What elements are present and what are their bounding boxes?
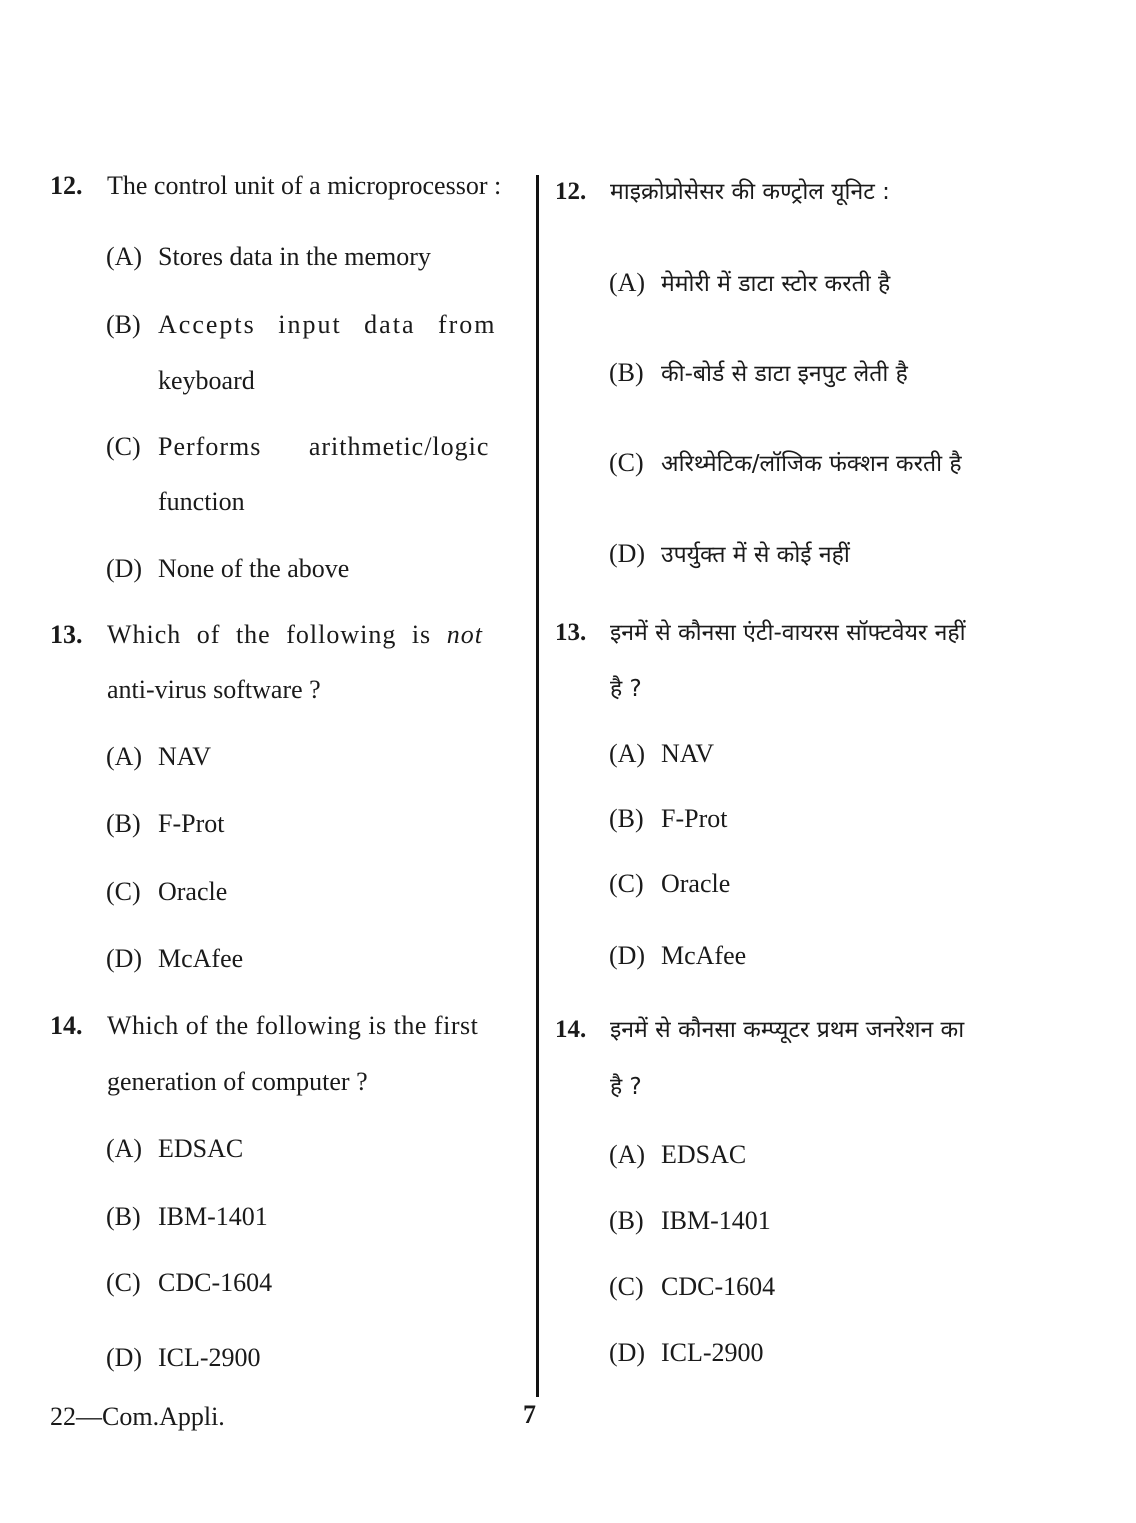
option-label: (A): [609, 1140, 646, 1169]
option-a: [609, 266, 890, 298]
option-c: [106, 877, 227, 907]
option-text: McAfee: [661, 941, 747, 970]
question-text: इनमें से कौनसा एंटी-वायरस सॉफ्टवेयर नहीं: [610, 620, 966, 646]
option-label: (A): [106, 1134, 143, 1163]
question-number: 13.: [555, 619, 587, 646]
option-b: [609, 804, 727, 834]
question-14-hi-cont: [610, 1072, 642, 1101]
option-text: Oracle: [158, 877, 228, 906]
option-a: [609, 1140, 746, 1170]
question-text-continued: anti-virus software ?: [107, 675, 321, 704]
option-text: F-Prot: [661, 804, 728, 833]
question-text-continued: generation of computer ?: [107, 1067, 368, 1096]
option-text-continued: keyboard: [158, 366, 255, 395]
option-text: EDSAC: [661, 1140, 747, 1169]
question-text-continued: है ?: [610, 1074, 642, 1100]
question-number: 13.: [50, 620, 83, 649]
option-label: (B): [106, 809, 141, 838]
option-label: (D): [609, 539, 646, 568]
option-text: Stores data in the memory: [158, 242, 431, 271]
option-c: [609, 869, 730, 899]
option-label: (B): [609, 1206, 644, 1235]
paper-code: 22—Com.Appli.: [50, 1402, 225, 1431]
option-label: (D): [106, 1343, 143, 1372]
option-label: (C): [106, 877, 141, 906]
option-text: NAV: [661, 739, 714, 768]
option-b: [106, 1202, 268, 1232]
option-c: [609, 1272, 775, 1302]
option-b-cont: [158, 366, 255, 396]
option-a: [106, 242, 431, 272]
page-number: 7: [523, 1400, 536, 1429]
question-text: इनमें से कौनसा कम्प्यूटर प्रथम जनरेशन का: [610, 1017, 965, 1043]
option-label: (A): [106, 242, 143, 271]
question-13-hi-cont: [610, 674, 642, 703]
option-label: (A): [106, 742, 143, 771]
option-text: Performs arithmetic/logic: [158, 432, 490, 461]
question-text: माइक्रोप्रोसेसर की कण्ट्रोल यूनिट :: [610, 179, 890, 205]
option-a: [609, 739, 714, 769]
option-label: (D): [106, 554, 143, 583]
question-13-en-cont: [107, 676, 321, 704]
option-label: (D): [609, 1338, 646, 1367]
question-text: Which of the following is the first: [107, 1011, 479, 1040]
option-c: [609, 446, 962, 478]
option-c: [106, 432, 489, 462]
option-text: की-बोर्ड से डाटा इनपुट लेती है: [661, 361, 908, 387]
option-text: NAV: [158, 742, 211, 771]
option-c-cont: [158, 487, 245, 517]
question-number: 14.: [50, 1011, 83, 1040]
option-b: [609, 356, 908, 388]
option-text: ICL-2900: [661, 1338, 764, 1367]
option-text: Accepts input data from: [158, 310, 497, 339]
option-text: EDSAC: [158, 1134, 244, 1163]
question-text: Which of the following is not: [107, 620, 483, 649]
option-d: [609, 537, 850, 569]
option-label: (D): [106, 944, 143, 973]
option-text: McAfee: [158, 944, 244, 973]
option-text: CDC-1604: [661, 1272, 776, 1301]
option-label: (C): [609, 448, 644, 477]
option-label: (A): [609, 268, 646, 297]
option-d: [609, 1338, 764, 1368]
option-label: (D): [609, 941, 646, 970]
question-14-en-cont: [107, 1068, 368, 1096]
option-c: [106, 1268, 272, 1298]
question-number: 12.: [50, 171, 83, 200]
option-label: (B): [106, 1202, 141, 1231]
option-text: CDC-1604: [158, 1268, 273, 1297]
option-text-continued: function: [158, 487, 245, 516]
option-text: IBM-1401: [661, 1206, 771, 1235]
option-d: [609, 941, 746, 971]
option-label: (C): [609, 1272, 644, 1301]
option-text: ICL-2900: [158, 1343, 261, 1372]
option-label: (B): [106, 310, 141, 339]
option-text: F-Prot: [158, 809, 225, 838]
option-text: IBM-1401: [158, 1202, 268, 1231]
option-label: (C): [609, 869, 644, 898]
question-number: 12.: [555, 178, 587, 205]
option-a: [106, 742, 211, 772]
option-d: [106, 1343, 261, 1373]
option-text: उपर्युक्त में से कोई नहीं: [661, 542, 850, 568]
option-a: [106, 1134, 243, 1164]
option-label: (C): [106, 432, 141, 461]
option-text: अरिथ्मेटिक/लॉजिक फंक्शन करती है: [661, 451, 962, 477]
option-label: (B): [609, 358, 644, 387]
option-label: (A): [609, 739, 646, 768]
option-b: [106, 310, 497, 340]
option-d: [106, 944, 243, 974]
option-b: [106, 809, 224, 839]
option-label: (B): [609, 804, 644, 833]
question-text: The control unit of a microprocessor :: [107, 171, 502, 200]
option-label: (C): [106, 1268, 141, 1297]
option-text: Oracle: [661, 869, 731, 898]
option-text: मेमोरी में डाटा स्टोर करती है: [661, 271, 891, 297]
question-text-continued: है ?: [610, 676, 642, 702]
option-b: [609, 1206, 771, 1236]
question-number: 14.: [555, 1016, 587, 1043]
option-text: None of the above: [158, 554, 350, 583]
option-d: [106, 554, 349, 584]
column-divider: [536, 175, 539, 1397]
